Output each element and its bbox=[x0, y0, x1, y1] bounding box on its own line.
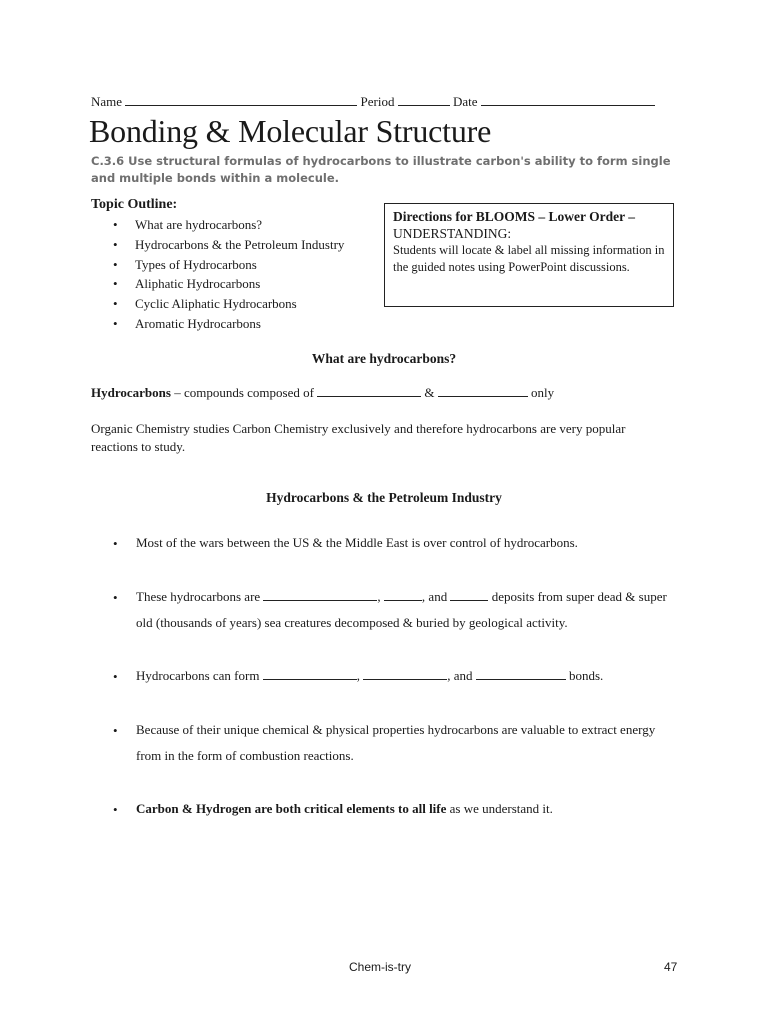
list-item: • What are hydrocarbons? bbox=[113, 217, 263, 232]
period-blank[interactable] bbox=[398, 93, 450, 106]
topic-outline-list bbox=[113, 215, 344, 334]
footer-title: Chem-is-try bbox=[349, 960, 411, 974]
standard-text: C.3.6 Use structural formulas of hydrocarbons to illustrate carbon's ability to form single and multiple bonds within a molecule. bbox=[91, 154, 671, 185]
list-item: • Aliphatic Hydrocarbons bbox=[113, 276, 261, 292]
list-item: • Aromatic Hydrocarbons bbox=[113, 315, 261, 331]
directions-title-line1: Directions for BLOOMS – Lower Order – bbox=[393, 209, 635, 224]
date-label: Date bbox=[453, 94, 478, 109]
bullet3-blank-1[interactable] bbox=[263, 667, 357, 680]
bullet3-blank-2[interactable] bbox=[363, 667, 447, 680]
definition-term: Hydrocarbons bbox=[91, 385, 171, 400]
directions-body: Students will locate & label all missing information in the guided notes using PowerPoint discussions. bbox=[393, 243, 665, 274]
definition-blank-2[interactable] bbox=[438, 384, 528, 397]
bullet2-blank-1[interactable] bbox=[263, 588, 377, 601]
page-title: Bonding & Molecular Structure bbox=[89, 113, 492, 149]
definition-line bbox=[91, 384, 671, 402]
definition-end: only bbox=[531, 385, 555, 400]
definition-amp: & bbox=[424, 385, 435, 400]
bullet2-blank-2[interactable] bbox=[384, 588, 422, 601]
section-heading-petroleum: Hydrocarbons & the Petroleum Industry bbox=[266, 490, 502, 505]
page-number: 47 bbox=[664, 960, 678, 974]
date-blank[interactable] bbox=[481, 93, 655, 106]
list-item: • Types of Hydrocarbons bbox=[113, 256, 257, 272]
period-label: Period bbox=[360, 94, 395, 109]
header-line bbox=[91, 93, 655, 110]
definition-text: – compounds composed of bbox=[170, 385, 314, 400]
section-heading-hydrocarbons: What are hydrocarbons? bbox=[311, 351, 457, 366]
name-blank[interactable] bbox=[125, 93, 357, 106]
organic-chem-paragraph: Organic Chemistry studies Carbon Chemistry exclusively and therefore hydrocarbons are very popular reactions to study. bbox=[91, 421, 626, 454]
bullet2-blank-3[interactable] bbox=[450, 588, 488, 601]
name-label: Name bbox=[91, 94, 123, 109]
list-item: • Cyclic Aliphatic Hydrocarbons bbox=[113, 296, 297, 312]
topic-outline-heading: Topic Outline: bbox=[91, 197, 178, 212]
directions-box bbox=[384, 203, 674, 307]
list-item: • Hydrocarbons & the Petroleum Industry bbox=[113, 236, 345, 252]
definition-blank-1[interactable] bbox=[317, 384, 421, 397]
bullet3-blank-3[interactable] bbox=[476, 667, 566, 680]
directions-title-line2: UNDERSTANDING: bbox=[393, 226, 512, 241]
